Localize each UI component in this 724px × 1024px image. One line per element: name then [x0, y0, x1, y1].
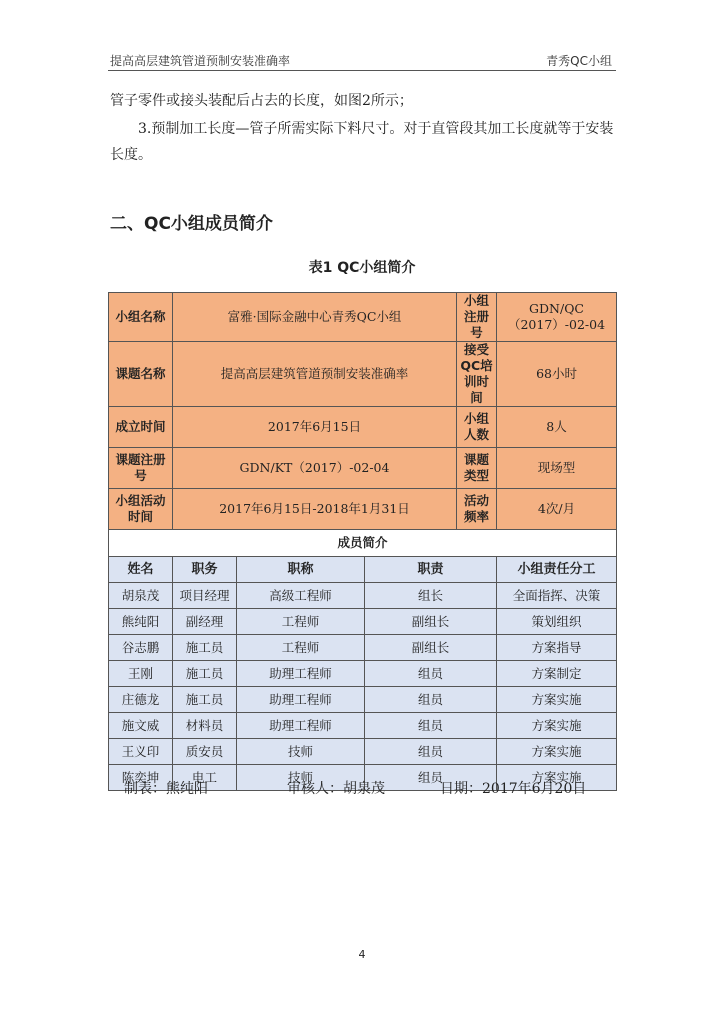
training-value: 68小时: [497, 342, 617, 407]
member-duty: 方案实施: [497, 765, 617, 791]
member-title: 技师: [237, 739, 365, 765]
member-position: 项目经理: [173, 583, 237, 609]
member-role: 组员: [365, 739, 497, 765]
member-row: [109, 609, 617, 635]
member-name: 谷志鹏: [109, 635, 173, 661]
members-section-title: 成员简介: [109, 530, 617, 557]
member-title: 助理工程师: [237, 661, 365, 687]
member-count-value: 8人: [497, 407, 617, 448]
member-position: 电工: [173, 765, 237, 791]
member-duty: 全面指挥、决策: [497, 583, 617, 609]
topic-reg-label: 课题注册号: [109, 448, 173, 489]
member-duty: 方案实施: [497, 687, 617, 713]
running-header-title: 提高高层建筑管道预制安装准确率: [110, 54, 291, 68]
member-rows: [109, 583, 617, 791]
table-date: 日期：2017年6月20日: [440, 781, 587, 797]
member-role: 副组长: [365, 635, 497, 661]
member-duty: 方案实施: [497, 713, 617, 739]
member-duty: 方案指导: [497, 635, 617, 661]
member-row: [109, 687, 617, 713]
members-header-row: [109, 557, 617, 583]
member-duty: 方案实施: [497, 739, 617, 765]
topic-type-label: 课题类型: [457, 448, 497, 489]
table-caption: 表1 QC小组简介: [308, 260, 416, 276]
member-name: 熊纯阳: [109, 609, 173, 635]
column-header-role: 职责: [365, 557, 497, 583]
member-row: [109, 635, 617, 661]
member-title: 技师: [237, 765, 365, 791]
member-duty: 方案制定: [497, 661, 617, 687]
column-header-duty: 小组责任分工: [497, 557, 617, 583]
member-role: 组员: [365, 765, 497, 791]
topic-type-value: 现场型: [497, 448, 617, 489]
member-position: 施工员: [173, 687, 237, 713]
member-title: 助理工程师: [237, 687, 365, 713]
info-row-group-name: [109, 293, 617, 342]
activity-period-value: 2017年6月15日-2018年1月31日: [173, 489, 457, 530]
member-role: 副组长: [365, 609, 497, 635]
running-header-group: 青秀QC小组: [546, 54, 612, 68]
member-position: 施工员: [173, 635, 237, 661]
page-number: 4: [358, 948, 366, 961]
column-header-title: 职称: [237, 557, 365, 583]
member-role: 组长: [365, 583, 497, 609]
member-position: 质安员: [173, 739, 237, 765]
member-title: 工程师: [237, 609, 365, 635]
column-header-position: 职务: [173, 557, 237, 583]
member-name: 王刚: [109, 661, 173, 687]
info-row-topic-reg: [109, 448, 617, 489]
reviewed-by: 审核人：胡泉茂: [287, 781, 385, 797]
header-divider: [108, 70, 616, 71]
members-title-row: [109, 530, 617, 557]
frequency-label: 活动频率: [457, 489, 497, 530]
member-name: 庄德龙: [109, 687, 173, 713]
member-position: 副经理: [173, 609, 237, 635]
member-role: 组员: [365, 713, 497, 739]
info-row-founded: [109, 407, 617, 448]
member-title: 高级工程师: [237, 583, 365, 609]
training-label: 接受QC培训时间: [457, 342, 497, 407]
topic-name-label: 课题名称: [109, 342, 173, 407]
member-count-label: 小组人数: [457, 407, 497, 448]
member-title: 助理工程师: [237, 713, 365, 739]
topic-name-value: 提高高层建筑管道预制安装准确率: [173, 342, 457, 407]
member-role: 组员: [365, 687, 497, 713]
founded-value: 2017年6月15日: [173, 407, 457, 448]
member-name: 王义印: [109, 739, 173, 765]
member-row: [109, 661, 617, 687]
body-paragraph-2: 3.预制加工长度—管子所需实际下料尺寸。对于直管段其加工长度就等于安装长度。: [110, 121, 614, 163]
member-row: [109, 739, 617, 765]
qc-group-table: [108, 292, 617, 791]
body-paragraph-1: 管子零件或接头装配后占去的长度，如图2所示；: [110, 93, 413, 109]
topic-reg-value: GDN/KT（2017）-02-04: [173, 448, 457, 489]
member-name: 施文威: [109, 713, 173, 739]
group-reg-value: GDN/QC（2017）-02-04: [497, 293, 617, 342]
member-name: 陈奕坤: [109, 765, 173, 791]
column-header-name: 姓名: [109, 557, 173, 583]
member-role: 组员: [365, 661, 497, 687]
frequency-value: 4次/月: [497, 489, 617, 530]
info-row-topic-name: [109, 342, 617, 407]
activity-time-label: 小组活动时间: [109, 489, 173, 530]
founded-label: 成立时间: [109, 407, 173, 448]
member-position: 施工员: [173, 661, 237, 687]
section-heading: 二、QC小组成员简介: [110, 214, 273, 234]
info-row-activity: [109, 489, 617, 530]
prepared-by: 制表：熊纯阳: [124, 781, 208, 797]
member-row: [109, 713, 617, 739]
member-title: 工程师: [237, 635, 365, 661]
member-name: 胡泉茂: [109, 583, 173, 609]
group-reg-label: 小组注册号: [457, 293, 497, 342]
group-name-label: 小组名称: [109, 293, 173, 342]
member-row: [109, 583, 617, 609]
member-duty: 策划组织: [497, 609, 617, 635]
group-name-value: 富雅·国际金融中心青秀QC小组: [173, 293, 457, 342]
member-position: 材料员: [173, 713, 237, 739]
